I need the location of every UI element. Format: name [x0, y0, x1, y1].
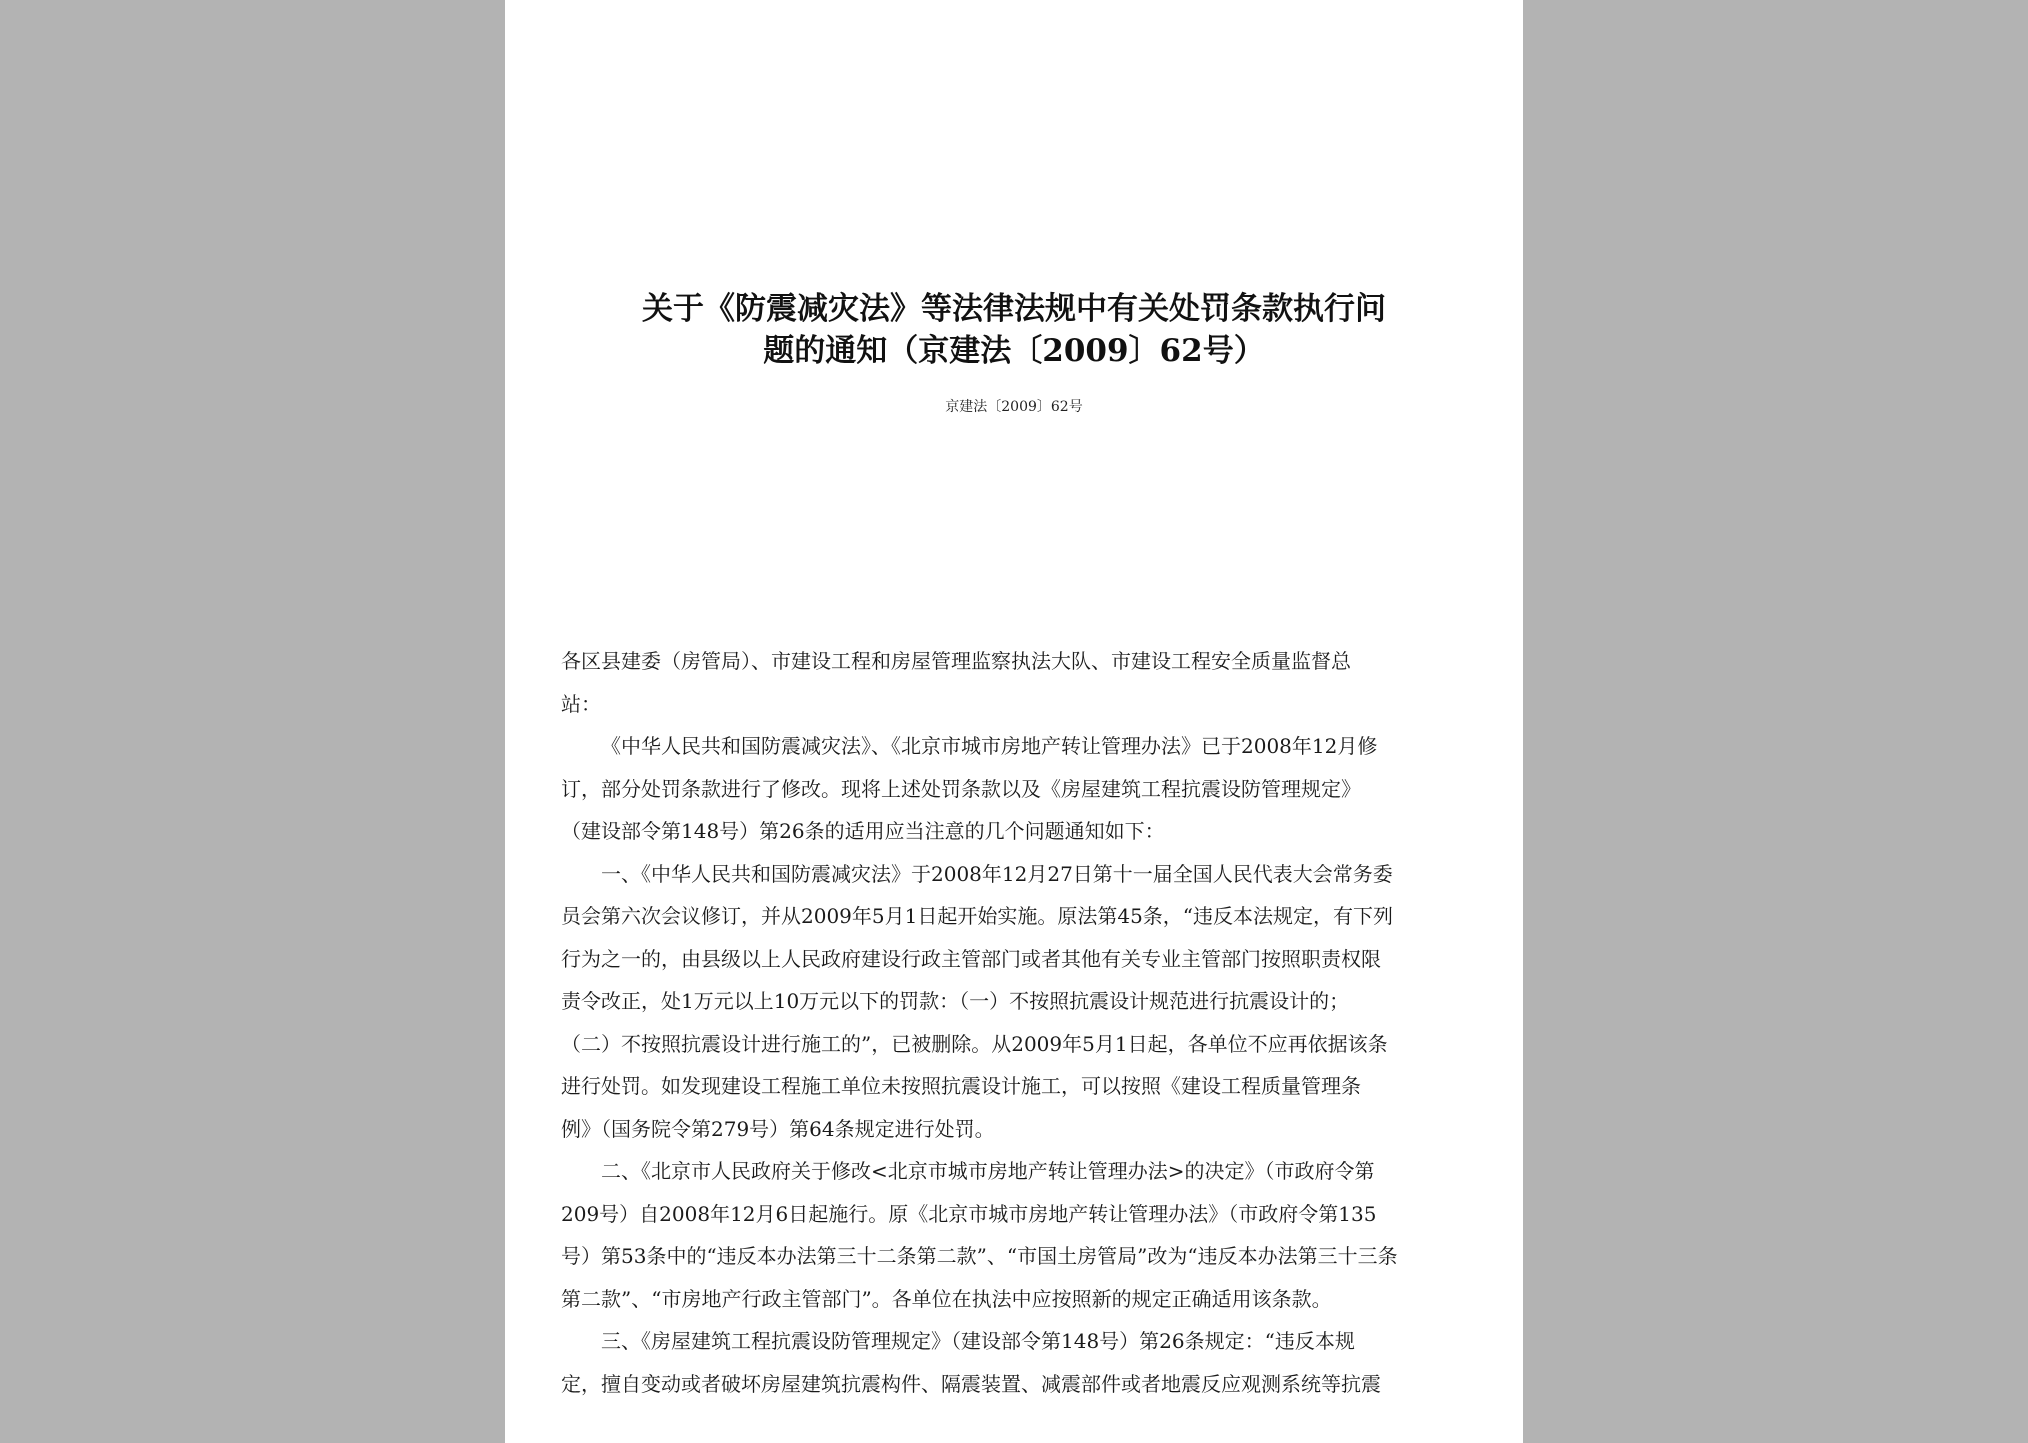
body-line: 员会第六次会议修订，并从2009年5月1日起开始实施。原法第45条，“违反本法规定，有下列 [561, 904, 1394, 928]
title-line-1: 关于《防震减灾法》等法律法规中有关处罚条款执行问 [642, 291, 1386, 327]
document-page [505, 0, 1523, 1443]
body-line: 《中华人民共和国防震减灾法》、《北京市城市房地产转让管理办法》已于2008年12月修 [601, 734, 1378, 758]
body-line: 例》（国务院令第279号）第64条规定进行处罚。 [561, 1116, 995, 1141]
document-title [505, 288, 1523, 372]
body-line: （二）不按照抗震设计进行施工的”，已被删除。从2009年5月1日起，各单位不应再依据该条 [561, 1031, 1388, 1056]
body-line: 各区县建委（房管局）、市建设工程和房屋管理监察执法大队、市建设工程安全质量监督总 [561, 649, 1351, 673]
body-line: 站： [561, 691, 601, 716]
body-line: 定，擅自变动或者破坏房屋建筑抗震构件、隔震装置、减震部件或者地震反应观测系统等抗震 [561, 1371, 1381, 1396]
body-line: 第二款”、“市房地产行政主管部门”。各单位在执法中应按照新的规定正确适用该条款。 [561, 1286, 1332, 1311]
body-line: （建设部令第148号）第26条的适用应当注意的几个问题通知如下： [561, 819, 1165, 843]
document-body [561, 640, 1461, 1405]
body-line: 进行处罚。如发现建设工程施工单位未按照抗震设计施工，可以按照《建设工程质量管理条 [561, 1074, 1361, 1098]
body-line: 二、《北京市人民政府关于修改<北京市城市房地产转让管理办法>的决定》（市政府令第 [601, 1159, 1375, 1183]
document-number: 京建法〔2009〕62号 [945, 399, 1083, 415]
body-line: 一、《中华人民共和国防震减灾法》于2008年12月27日第十一届全国人民代表大会常务委 [601, 861, 1393, 886]
body-line: 行为之一的，由县级以上人民政府建设行政主管部门或者其他有关专业主管部门按照职责权限 [561, 946, 1381, 971]
body-line: 责令改正，处1万元以上10万元以下的罚款：（一）不按照抗震设计规范进行抗震设计的； [561, 989, 1350, 1013]
title-line-2: 题的通知（京建法〔2009〕62号） [763, 333, 1265, 369]
body-line: 号）第53条中的“违反本办法第三十二条第二款”、“市国土房管局”改为“违反本办法第三十三条 [561, 1244, 1398, 1268]
body-line: 三、《房屋建筑工程抗震设防管理规定》（建设部令第148号）第26条规定：“违反本规 [601, 1329, 1355, 1353]
body-line: 209号）自2008年12月6日起施行。原《北京市城市房地产转让管理办法》（市政府令第135 [561, 1201, 1377, 1226]
body-line: 订，部分处罚条款进行了修改。现将上述处罚条款以及《房屋建筑工程抗震设防管理规定》 [561, 776, 1361, 801]
